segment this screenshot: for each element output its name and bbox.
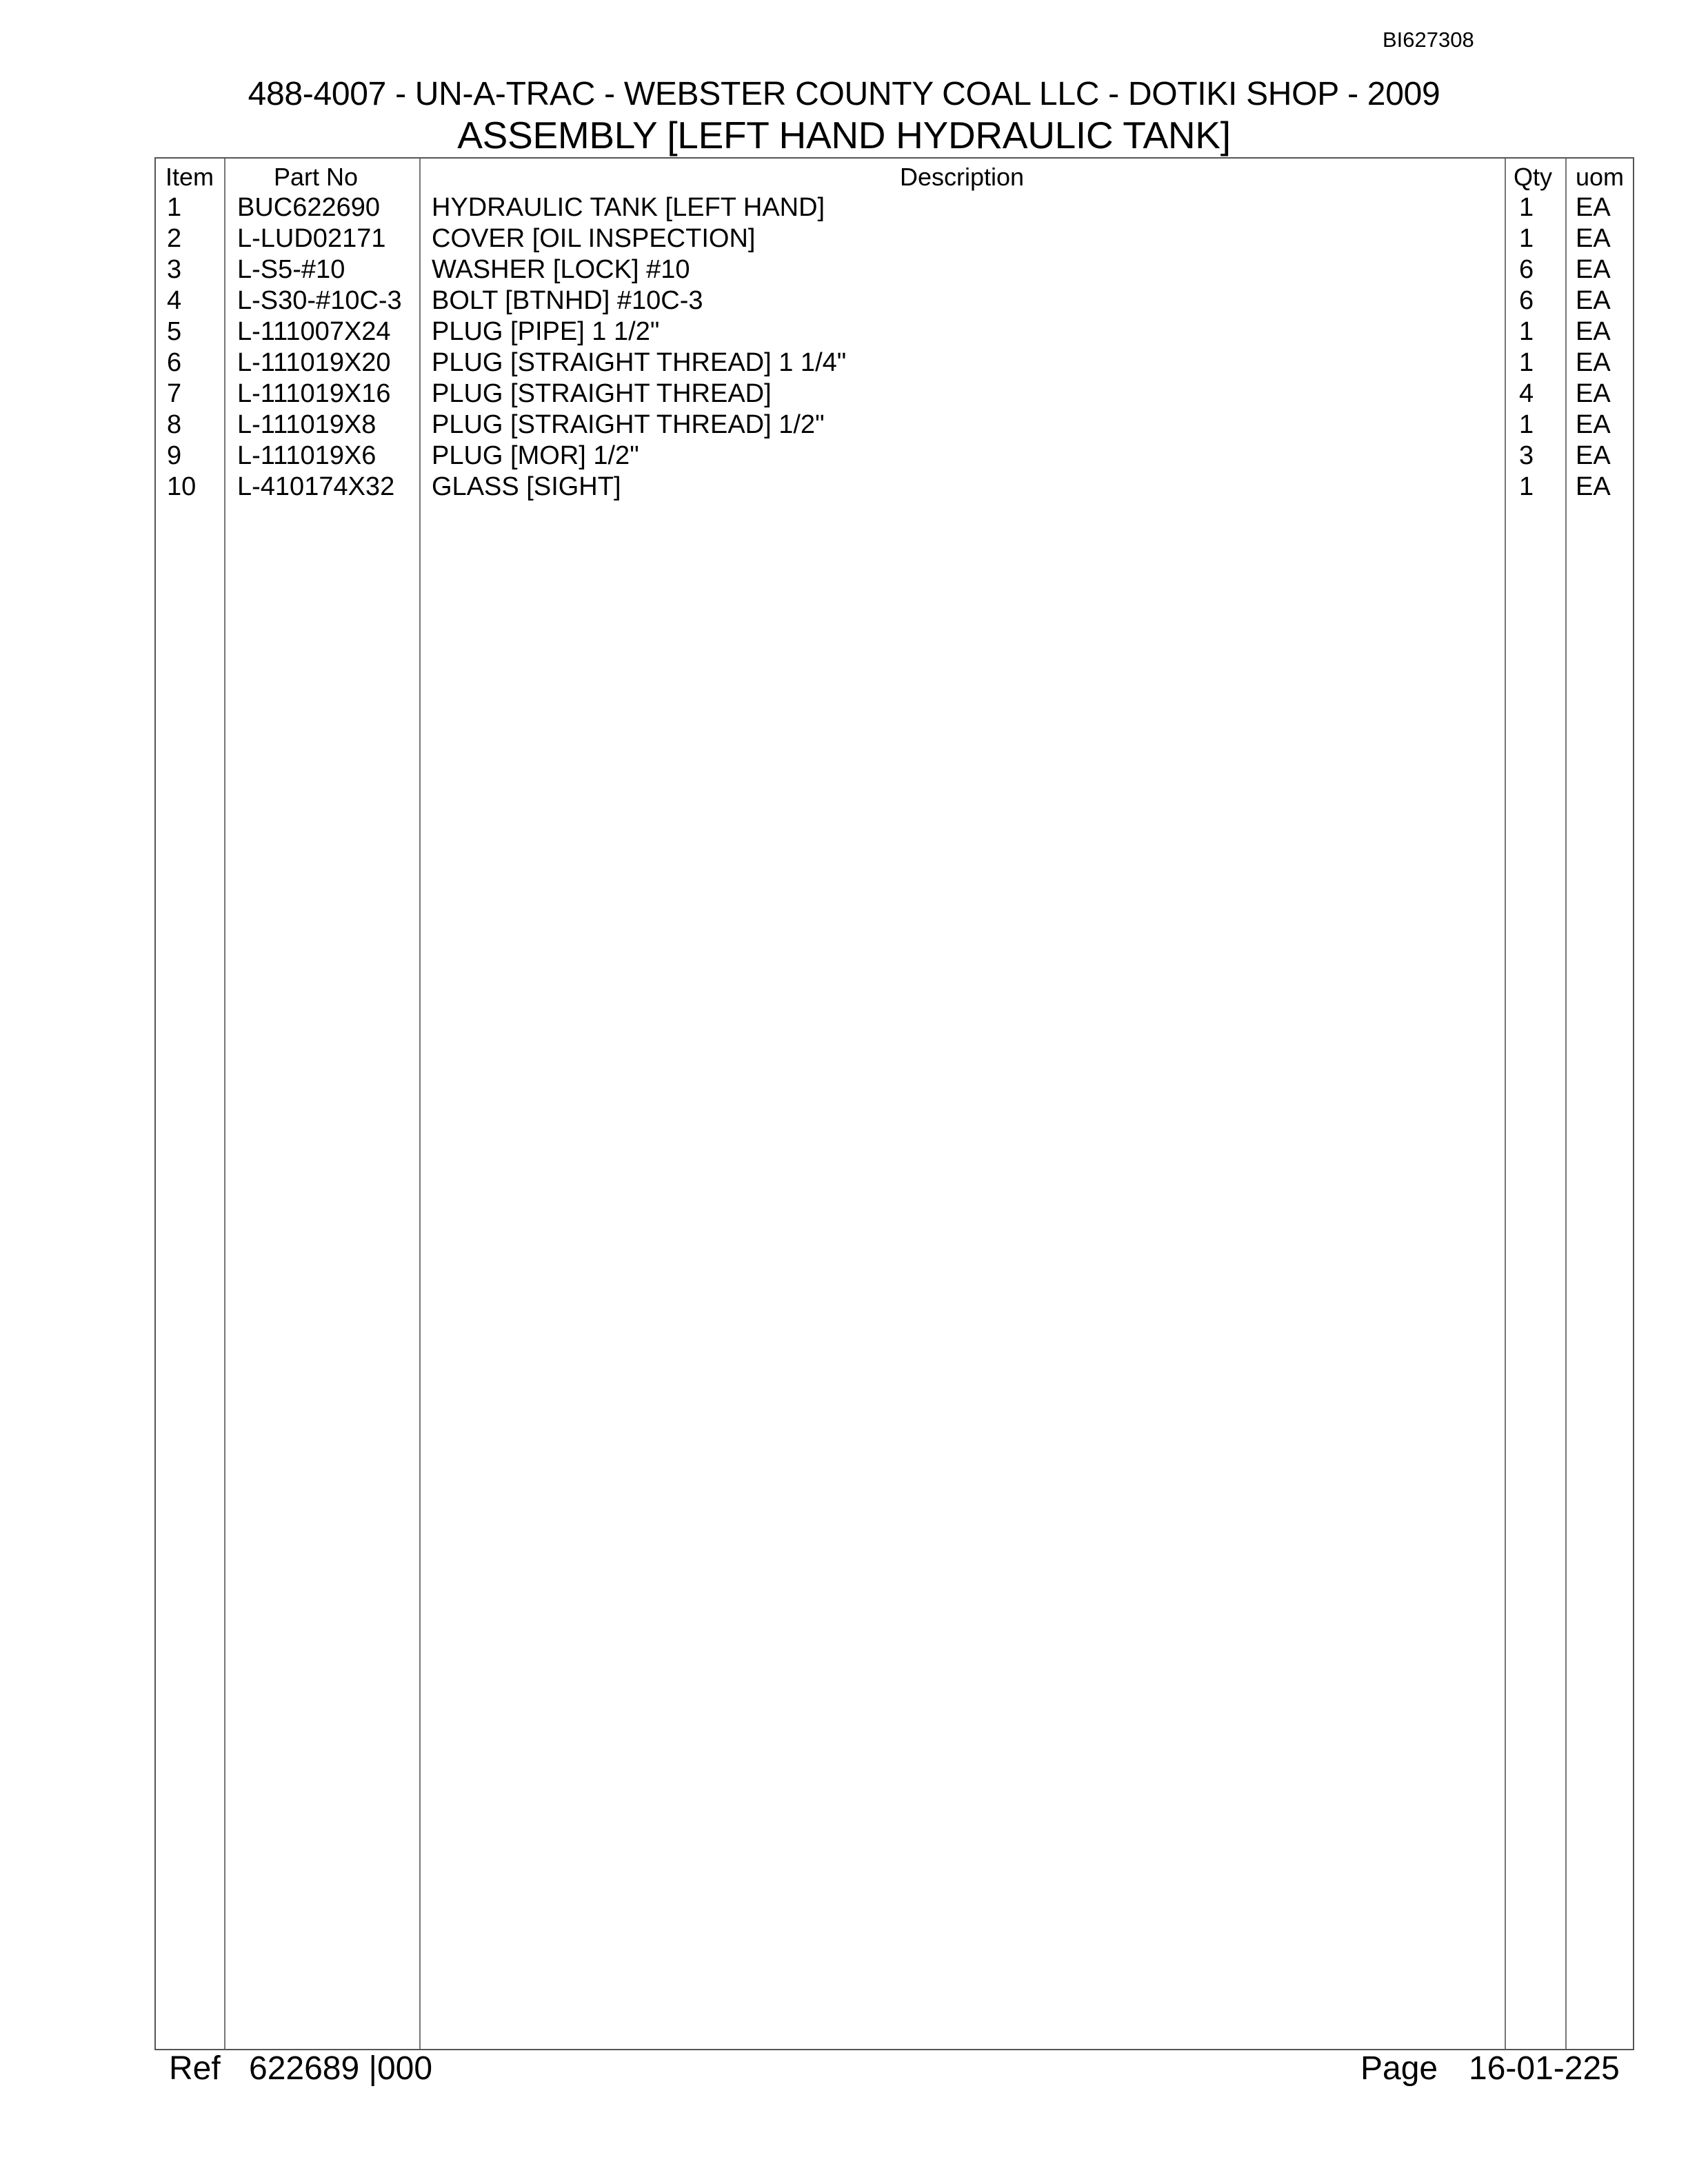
cell-qty: 6 [1519, 255, 1534, 284]
cell-qty: 4 [1519, 379, 1534, 408]
cell-part-no: L-111019X6 [237, 441, 376, 470]
parts-table [154, 157, 1634, 2050]
header-uom: uom [1576, 163, 1625, 191]
cell-item: 4 [167, 286, 182, 315]
table-row [156, 472, 1633, 503]
cell-part-no: L-111007X24 [237, 317, 391, 346]
table-row [156, 254, 1633, 285]
cell-qty: 1 [1519, 472, 1534, 501]
cell-part-no: L-LUD02171 [237, 224, 386, 253]
cell-uom: EA [1576, 410, 1611, 439]
cell-uom: EA [1576, 317, 1611, 346]
cell-qty: 1 [1519, 317, 1534, 346]
cell-uom: EA [1576, 379, 1611, 408]
assembly-title: ASSEMBLY [LEFT HAND HYDRAULIC TANK] [457, 114, 1231, 156]
footer-ref-value: 622689 |000 [249, 2050, 433, 2087]
cell-item: 7 [167, 379, 182, 408]
table-row [156, 441, 1633, 472]
cell-part-no: L-S5-#10 [237, 255, 345, 284]
footer-page-label: Page [1360, 2050, 1438, 2087]
cell-uom: EA [1576, 286, 1611, 315]
cell-item: 8 [167, 410, 182, 439]
cell-description: PLUG [STRAIGHT THREAD] 1 1/4" [432, 348, 847, 377]
table-row [156, 316, 1633, 347]
cell-part-no: L-111019X8 [237, 410, 376, 439]
cell-item: 5 [167, 317, 182, 346]
cell-uom: EA [1576, 255, 1611, 284]
cell-description: PLUG [PIPE] 1 1/2" [432, 317, 660, 346]
cell-item: 10 [167, 472, 197, 501]
cell-item: 6 [167, 348, 182, 377]
cell-part-no: L-111019X16 [237, 379, 391, 408]
cell-description: WASHER [LOCK] #10 [432, 255, 690, 284]
cell-description: BOLT [BTNHD] #10C-3 [432, 286, 703, 315]
cell-description: PLUG [STRAIGHT THREAD] [432, 379, 772, 408]
header-description: Description [899, 163, 1025, 191]
cell-qty: 1 [1519, 224, 1534, 253]
cell-qty: 1 [1519, 410, 1534, 439]
cell-description: COVER [OIL INSPECTION] [432, 224, 756, 253]
cell-uom: EA [1576, 224, 1611, 253]
document-id: BI627308 [1383, 28, 1474, 52]
cell-uom: EA [1576, 193, 1611, 222]
cell-description: PLUG [MOR] 1/2" [432, 441, 639, 470]
document-title: 488-4007 - UN-A-TRAC - WEBSTER COUNTY COAL LLC - DOTIKI SHOP - 2009 [248, 76, 1440, 112]
table-row [156, 347, 1633, 378]
header-part-no: Part No [273, 163, 359, 191]
table-row [156, 410, 1633, 441]
cell-item: 1 [167, 193, 182, 222]
table-row [156, 285, 1633, 316]
cell-part-no: BUC622690 [237, 193, 381, 222]
table-row [156, 192, 1633, 223]
footer-page-value: 16-01-225 [1469, 2050, 1620, 2087]
table-row [156, 223, 1633, 254]
cell-qty: 3 [1519, 441, 1534, 470]
cell-description: HYDRAULIC TANK [LEFT HAND] [432, 193, 825, 222]
cell-part-no: L-S30-#10C-3 [237, 286, 402, 315]
cell-qty: 1 [1519, 193, 1534, 222]
cell-uom: EA [1576, 472, 1611, 501]
cell-description: PLUG [STRAIGHT THREAD] 1/2" [432, 410, 825, 439]
cell-part-no: L-410174X32 [237, 472, 395, 501]
header-item: Item [165, 163, 214, 191]
header-qty: Qty [1514, 163, 1553, 191]
cell-item: 3 [167, 255, 182, 284]
cell-uom: EA [1576, 441, 1611, 470]
cell-description: GLASS [SIGHT] [432, 472, 621, 501]
table-row [156, 378, 1633, 410]
cell-qty: 1 [1519, 348, 1534, 377]
footer-ref-label: Ref [169, 2050, 221, 2087]
cell-uom: EA [1576, 348, 1611, 377]
cell-qty: 6 [1519, 286, 1534, 315]
cell-item: 2 [167, 224, 182, 253]
cell-part-no: L-111019X20 [237, 348, 391, 377]
cell-item: 9 [167, 441, 182, 470]
